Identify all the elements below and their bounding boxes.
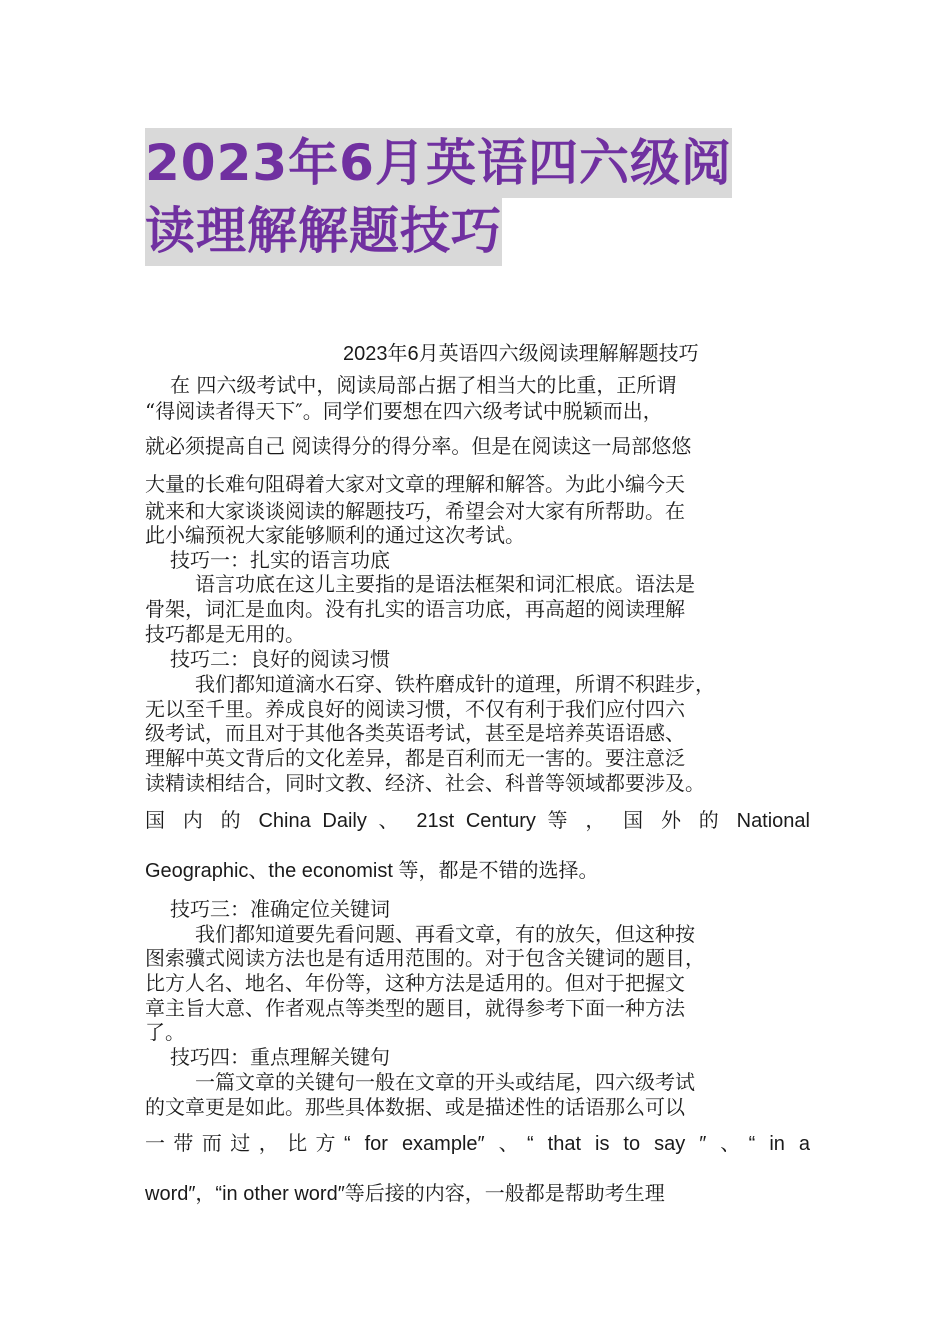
title-line-2: 读理解解题技巧 (145, 196, 502, 266)
tip2-line: 无以至千里。养成良好的阅读习惯，不仅有利于我们应付四六 (145, 697, 685, 721)
title-line-1: 2023年6月英语四六级阅 (145, 128, 732, 198)
tip3-heading: 技巧三：准确定位关键词 (170, 897, 390, 921)
tip1-line: 骨架，词汇是血肉。没有扎实的语言功底，再高超的阅读理解 (145, 597, 685, 621)
tip1-line: 语言功底在这儿主要指的是语法框架和词汇根底。语法是 (195, 572, 695, 596)
tip4-line: 的文章更是如此。那些具体数据、或是描述性的话语那么可以 (145, 1095, 685, 1119)
intro-line: 就来和大家谈谈阅读的解题技巧，希望会对大家有所帮助。在 (145, 499, 685, 523)
tip2-line: 我们都知道滴水石穿、铁杵磨成针的道理，所谓不积跬步， (195, 672, 715, 696)
tip3-line: 图索骥式阅读方法也是有适用范围的。对于包含关键词的题目， (145, 946, 705, 970)
tip4-line: 一带而过，比方“ for example″ 、“ that is to say ″ 、“ in a (145, 1133, 810, 1155)
tip1-heading: 技巧一：扎实的语言功底 (170, 548, 390, 572)
intro-line: 大量的长难句阻碍着大家对文章的理解和解答。为此小编今天 (145, 472, 685, 496)
tip3-line: 章主旨大意、作者观点等类型的题目，就得参考下面一种方法 (145, 996, 685, 1020)
tip2-line: 理解中英文背后的文化差异，都是百利而无一害的。要注意泛 (145, 746, 685, 770)
intro-line: 就必须提高自己 阅读得分的得分率。但是在阅读这一局部悠悠 (145, 434, 692, 458)
intro-line: 此小编预祝大家能够顺利的通过这次考试。 (145, 523, 525, 547)
tip3-line: 比方人名、地名、年份等，这种方法是适用的。但对于把握文 (145, 971, 685, 995)
tip4-heading: 技巧四：重点理解关键句 (170, 1045, 390, 1069)
intro-line: 在 四六级考试中，阅读局部占据了相当大的比重，正所谓 (170, 373, 677, 397)
tip1-line: 技巧都是无用的。 (145, 622, 305, 646)
tip4-line: 一篇文章的关键句一般在文章的开头或结尾，四六级考试 (195, 1070, 695, 1094)
subtitle: 2023年6月英语四六级阅读理解解题技巧 (343, 343, 699, 365)
intro-line: “得阅读者得天下″。同学们要想在四六级考试中脱颖而出， (145, 399, 663, 423)
tip2-line: 读精读相结合，同时文教、经济、社会、科普等领域都要涉及。 (145, 771, 705, 795)
tip2-line: 国 内 的 China Daily 、 21st Century 等 ， 国 外 的 National (145, 810, 810, 832)
tip4-line: word″，“in other word″等后接的内容，一般都是帮助考生理 (145, 1183, 665, 1205)
tip2-line: 级考试，而且对于其他各类英语考试，甚至是培养英语语感、 (145, 721, 685, 745)
tip2-line: Geographic、the economist 等，都是不错的选择。 (145, 860, 599, 882)
tip3-line: 了。 (145, 1020, 185, 1044)
tip3-line: 我们都知道要先看问题、再看文章，有的放矢，但这种按 (195, 922, 695, 946)
tip2-heading: 技巧二：良好的阅读习惯 (170, 647, 390, 671)
